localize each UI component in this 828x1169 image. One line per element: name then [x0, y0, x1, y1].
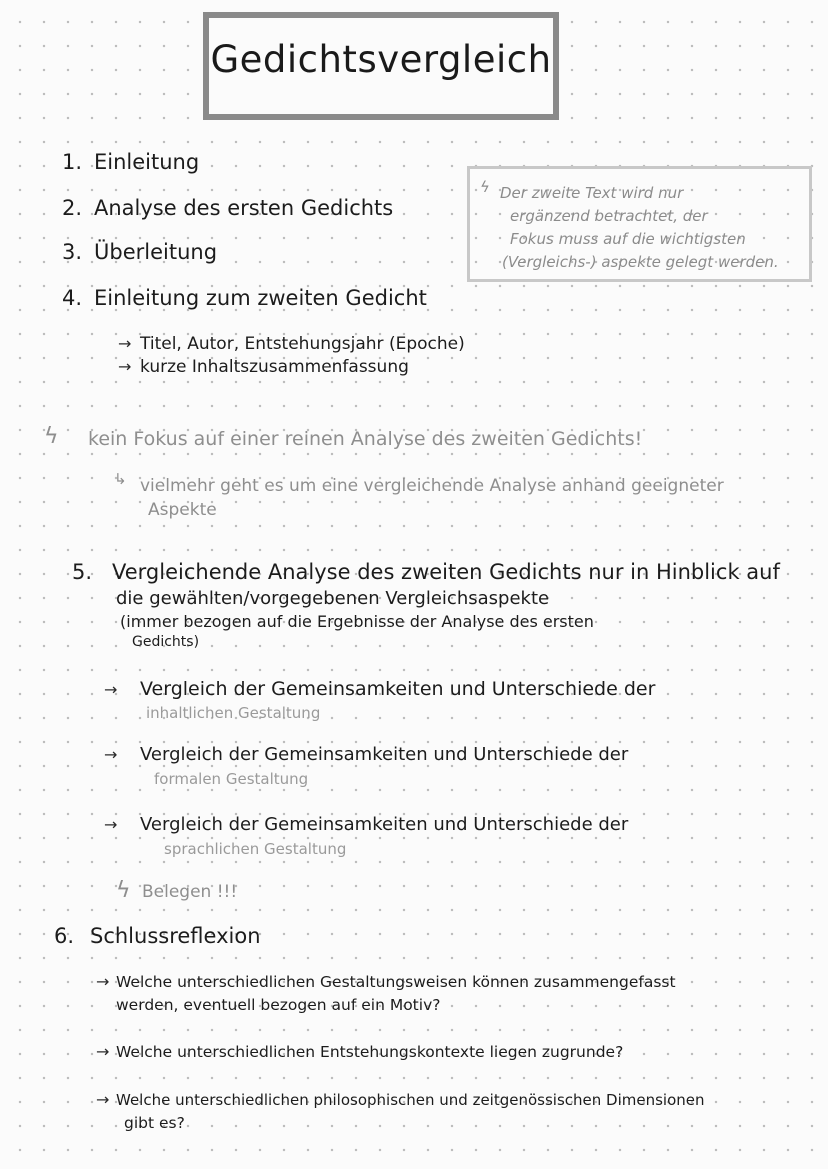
warning-focus-sub-2: Aspekte	[148, 500, 217, 520]
item4-sub-2: → kurze Inhaltszusammenfassung	[118, 357, 409, 377]
item-number: 4.	[62, 286, 83, 310]
warning-zap-icon: ϟ	[44, 424, 59, 449]
outline-item-2	[62, 196, 393, 220]
arrow-icon: →	[96, 972, 110, 991]
item-label: Schlussreflexion	[90, 924, 261, 948]
note-line-2: ergänzend betrachtet, der	[510, 207, 708, 225]
warning-focus: kein Fokus auf einer reinen Analyse des zweiten Gedichts!	[88, 428, 643, 450]
outline-item-1	[62, 150, 199, 174]
outline-item-5	[72, 560, 780, 584]
outline-item-6	[54, 924, 261, 948]
arrow-icon: →	[104, 745, 118, 764]
item-number: 3.	[62, 240, 83, 264]
arrow-icon: →	[96, 1090, 110, 1109]
arrow-icon: →	[104, 680, 118, 699]
warning-focus-sub-1: vielmehr geht es um eine vergleichende Analyse anhand geeigneter	[140, 476, 724, 496]
item-number: 6.	[54, 924, 75, 948]
item6-sub-3: → Welche unterschiedlichen philosophischen und zeitgenössischen Dimensionen	[96, 1090, 705, 1109]
belegen-zap-icon: ϟ	[116, 878, 131, 903]
item5-sub-3-detail: sprachlichen Gestaltung	[164, 840, 347, 858]
note-line-1: Der zweite Text wird nur	[500, 184, 684, 202]
arrow-icon: →	[104, 815, 118, 834]
item-label: Analyse des ersten Gedichts	[94, 196, 394, 220]
item6-sub-1: → Welche unterschiedlichen Gestaltungsweisen können zusammengefasst	[96, 972, 676, 991]
item-label: Überleitung	[94, 240, 218, 264]
item-label: Einleitung zum zweiten Gedicht	[94, 286, 427, 310]
item5-sub-1-detail: inhaltlichen Gestaltung	[146, 704, 321, 722]
item5-sub-3: → Vergleich der Gemeinsamkeiten und Unterschiede der	[104, 814, 629, 835]
item4-sub-1: → Titel, Autor, Entstehungsjahr (Epoche)	[118, 334, 465, 354]
page-title: Gedichtsvergleich	[210, 38, 552, 81]
item6-sub-3-line-2: gibt es?	[124, 1114, 185, 1132]
item6-sub-2: → Welche unterschiedlichen Entstehungskontexte liegen zugrunde?	[96, 1042, 624, 1061]
item6-sub-1-line-2: werden, eventuell bezogen auf ein Motiv?	[116, 996, 441, 1014]
note-zap-icon: ϟ	[480, 178, 490, 196]
item5-sub-1: → Vergleich der Gemeinsamkeiten und Unterschiede der	[104, 678, 656, 700]
hook-arrow-icon: ↳	[114, 470, 127, 488]
item5-line-4: Gedichts)	[132, 634, 200, 650]
item-label: Vergleichende Analyse des zweiten Gedichts nur in Hinblick auf	[112, 560, 780, 584]
item5-sub-2: → Vergleich der Gemeinsamkeiten und Unterschiede der	[104, 744, 629, 765]
arrow-icon: →	[118, 357, 132, 376]
arrow-icon: →	[118, 334, 132, 353]
outline-item-3	[62, 240, 217, 264]
item-label: Einleitung	[94, 150, 200, 174]
outline-item-4	[62, 286, 427, 310]
item-number: 1.	[62, 150, 83, 174]
arrow-icon: →	[96, 1042, 110, 1061]
note-line-3: Fokus muss auf die wichtigsten	[510, 230, 746, 248]
item5-line-2: die gewählten/vorgegebenen Vergleichsaspekte	[116, 588, 550, 609]
item5-sub-2-detail: formalen Gestaltung	[154, 770, 309, 788]
warning-belegen: Belegen !!!	[142, 882, 238, 902]
item-number: 2.	[62, 196, 83, 220]
item5-line-3: (immer bezogen auf die Ergebnisse der Analyse des ersten	[120, 612, 594, 631]
item-number: 5.	[72, 560, 93, 584]
note-line-4: (Vergleichs-) aspekte gelegt werden.	[502, 253, 779, 271]
